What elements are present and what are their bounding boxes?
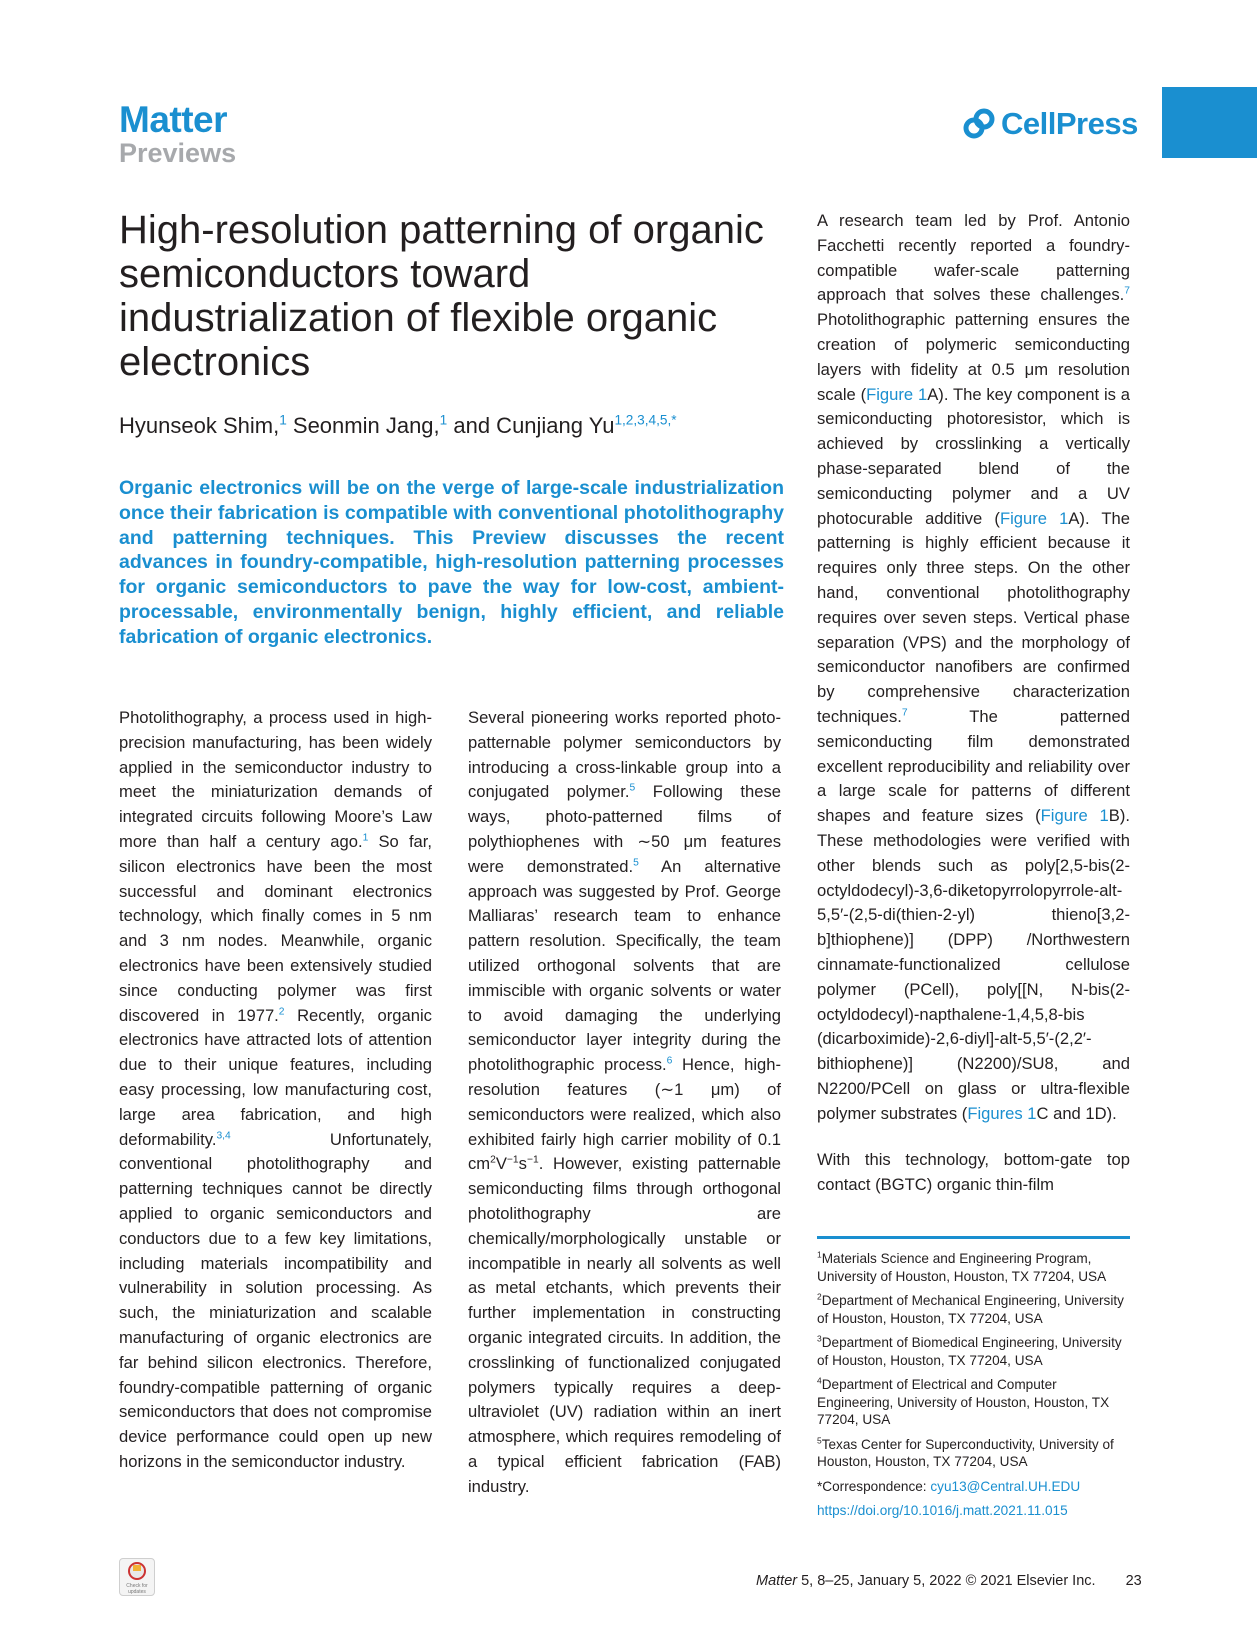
citation-ref[interactable]: 2: [278, 1006, 285, 1018]
affiliation-item: [817, 1250, 1130, 1285]
affiliation-number: 2: [817, 1291, 822, 1302]
publisher-name: CellPress: [1001, 106, 1138, 141]
abstract: Organic electronics will be on the verge of large-scale industrialization once their fabrication is compatible with conventional photolithography and patterning techniques. This Preview discusses the recent advances in foundry-compatible, high-resolution patterning processes for organic semiconductors to pave the way for low-cost, ambient-processable, environmentally benign, highly efficient, and reliable fabrication of organic electronics.: [119, 477, 784, 648]
unit-exponent: 2: [490, 1154, 496, 1166]
footer-citation: 5, 8–25, January 5, 2022 © 2021 Elsevier Inc.: [797, 1573, 1096, 1589]
author-name: Hyunseok Shim,: [119, 413, 280, 438]
figure-link[interactable]: Figure 1: [866, 384, 928, 404]
body-text: Unfortunately, conventional photolithography and patterning techniques cannot be directly applied to organic semiconductors and conductors due to a few key limitations, including materials incompatibility and vulnerability in solution processing. As such, the miniaturization and scalable manufacturing of organic electronics are far behind silicon electronics. Therefore, foundry-compatible patterning of organic semiconductors that does not compromise device performance could open up new horizons in the semiconductor industry.: [119, 1129, 432, 1471]
figure-link[interactable]: Figure 1: [1040, 806, 1109, 826]
figure-link[interactable]: Figures 1: [967, 1103, 1037, 1123]
section-color-tab: [1162, 87, 1257, 158]
publisher-logo[interactable]: [962, 104, 1138, 144]
affiliations: [817, 1250, 1130, 1520]
page-number: 23: [1125, 1573, 1142, 1589]
cellpress-logo-icon: [962, 107, 996, 141]
unit-exponent: −1: [506, 1154, 519, 1166]
body-text: An alternative approach was suggested by Prof. George Malliaras’ research team to enhance pattern resolution. Specifically, the team utilized orthogonal solvents that are immiscible with organic solvents or water to avoid damaging the underlying semiconductor layer integrity during the photolithographic process.: [468, 856, 781, 1075]
citation-ref[interactable]: 7: [901, 707, 908, 719]
check-for-updates-label: Check for updates: [126, 1583, 148, 1595]
citation-ref[interactable]: 6: [666, 1055, 673, 1067]
body-column-2: [468, 706, 781, 1500]
affiliation-text: Department of Mechanical Engineering, University of Houston, Houston, TX 77204, USA: [817, 1293, 1124, 1326]
author-affiliation-ref[interactable]: 1: [439, 412, 448, 428]
correspondence-label: *Correspondence:: [817, 1478, 931, 1494]
journal-name: Matter: [119, 99, 228, 140]
affiliation-divider: [817, 1236, 1130, 1239]
body-text: A). The key component is a semiconducting photoresistor, which is achieved by crosslinking a vertically phase-separated blend of the semiconducting polymer and a UV photocurable additive (: [817, 384, 1131, 528]
body-text: V: [495, 1154, 507, 1174]
body-text: The patterned semiconducting film demonstrated excellent reproducibility and reliability over a large scale for patterns of different shapes and feature sizes (: [817, 706, 1130, 826]
affiliation-item: [817, 1292, 1130, 1327]
affiliation-text: Department of Electrical and Computer Engineering, University of Houston, Houston, TX 77204, USA: [817, 1377, 1110, 1427]
affiliation-item: [817, 1334, 1130, 1369]
unit-exponent: −1: [526, 1154, 539, 1166]
author-list: [119, 412, 677, 440]
affiliation-item: [817, 1436, 1130, 1471]
citation-ref[interactable]: 5: [629, 782, 636, 794]
body-text: Following these ways, photo-patterned films of polythiophenes with ∼50 μm features were demonstrated.: [468, 782, 781, 876]
body-text: A). The patterning is highly efficient because it requires only three steps. On the other hand, conventional photolithography requires over seven steps. Vertical phase separation (VPS) and the morphology of semiconductor nanofibers are confirmed by comprehensive characterization techniques.: [817, 508, 1130, 726]
section-label: Previews: [119, 138, 237, 168]
affiliation-text: Materials Science and Engineering Program, University of Houston, Houston, TX 77204, USA: [817, 1251, 1107, 1284]
figure-link[interactable]: Figure 1: [999, 508, 1069, 528]
citation-ref[interactable]: 7: [1124, 285, 1130, 297]
body-text: Recently, organic electronics have attracted lots of attention due to their unique features, including easy processing, low manufacturing cost, large area fabrication, and high deformability.: [119, 1005, 432, 1149]
doi-link[interactable]: https://doi.org/10.1016/j.matt.2021.11.015: [817, 1503, 1068, 1518]
body-text: s: [518, 1154, 527, 1174]
citation-ref[interactable]: 5: [633, 857, 639, 869]
affiliation-number: 4: [817, 1375, 822, 1386]
body-column-1: [119, 706, 432, 1475]
body-text: Several pioneering works reported photo-patternable polymer semiconductors by introducing a cross-linkable group into a conjugated polymer.: [468, 708, 781, 802]
affiliation-text: Texas Center for Superconductivity, University of Houston, Houston, TX 77204, USA: [817, 1436, 1114, 1469]
affiliation-item: [817, 1376, 1130, 1429]
author-name: and Cunjiang Yu: [453, 413, 615, 438]
body-text: So far, silicon electronics have been the most successful and dominant electronics technology, which finally comes in 5 nm and 3 nm nodes. Meanwhile, organic electronics have been extensively studied since conducting polymer was first discovered in 1977.: [119, 831, 433, 1025]
author-affiliation-ref[interactable]: 1,2,3,4,5,*: [614, 412, 677, 428]
body-column-3: [817, 209, 1130, 1198]
paragraph: [817, 209, 1130, 1126]
body-text: . However, existing patternable semiconducting films through orthogonal photolithography are chemically/morphologically unstable or incompatible in nearly all solvents as well as metal etchants, which prevents their further implementation in constructing organic integrated circuits. In addition, the crosslinking of functionalized conjugated polymers typically requires a deep-ultraviolet (UV) radiation within an inert atmosphere, which requires remodeling of a typical efficient fabrication (FAB) industry.: [468, 1154, 781, 1496]
article-title: High-resolution patterning of organic semiconductors toward industrialization of flexible organic electronics: [119, 208, 764, 384]
body-text: Photolithographic patterning ensures the creation of polymeric semiconducting layers with fidelity at 0.5 μm resolution scale (: [817, 310, 1130, 404]
affiliation-number: 5: [817, 1434, 822, 1445]
body-text: C and 1D).: [1036, 1103, 1117, 1123]
body-text: A research team led by Prof. Antonio Facchetti recently reported a foundry-compatible wafer-scale patterning approach that solves these challenges.: [817, 211, 1130, 305]
citation-ref[interactable]: 3,4: [216, 1130, 231, 1142]
citation-ref[interactable]: 1: [362, 832, 369, 844]
affiliation-number: 3: [817, 1333, 822, 1344]
paragraph: [119, 706, 432, 1475]
body-text: B). These methodologies were verified with other blends such as poly[2,5-bis(2-octyldodecyl)-3,6-diketopyrrolopyrrole-alt-5,5′-(2,5-di(thien-2-yl) thieno[3,2-b]thiophene)] (DPP) /Northwestern cinnamate-functionalized cellulose polymer (PCell), poly[[N, N-bis(2-octyldodecyl)-napthalene-1,4,5,8-bis (dicarboximide)-2,6-diyl]-alt-5,5′-(2,2′-bithiophene)] (N2200)/SU8, and N2200/PCell on glass or ultra-flexible polymer substrates (: [817, 806, 1130, 1123]
body-text: Photolithography, a process used in high-precision manufacturing, has been widely applied in the semiconductor industry to meet the miniaturization demands of integrated circuits following Moore’s Law more than half a century ago.: [119, 708, 432, 851]
paragraph: With this technology, bottom-gate top contact (BGTC) organic thin-film: [817, 1150, 1130, 1195]
crossmark-icon: [120, 1559, 154, 1583]
author-name: Seonmin Jang,: [292, 413, 440, 438]
body-text: Hence, high-resolution features (∼1 μm) of semiconductors were realized, which also exhibited fairly high carrier mobility of 0.1 cm: [468, 1055, 781, 1174]
affiliation-text: Department of Biomedical Engineering, University of Houston, Houston, TX 77204, USA: [817, 1335, 1122, 1368]
footer-journal: Matter: [756, 1573, 798, 1589]
paragraph: [468, 706, 781, 1500]
page-footer: [756, 1572, 1142, 1590]
correspondence-email-link[interactable]: cyu13@Central.UH.EDU: [930, 1478, 1081, 1494]
correspondence: [817, 1478, 1130, 1496]
affiliation-number: 1: [817, 1249, 822, 1260]
author-affiliation-ref[interactable]: 1: [279, 412, 287, 428]
